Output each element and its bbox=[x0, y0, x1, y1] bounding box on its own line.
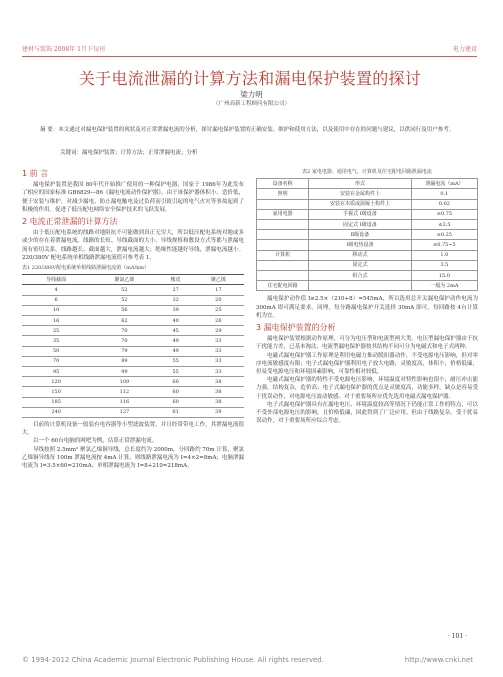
table1-cell: 40 bbox=[159, 316, 193, 326]
journal-name: 建材与装饰 2008年 1月下旬刊 bbox=[22, 46, 105, 53]
table1-cell: 26 bbox=[193, 316, 244, 326]
table1-cell: 60 bbox=[159, 397, 193, 407]
footer-url[interactable]: http://www.cnki.net bbox=[404, 656, 473, 664]
table1-cell: 33 bbox=[193, 356, 244, 366]
table2-cell bbox=[257, 199, 309, 209]
table1-cell: 112 bbox=[90, 387, 158, 397]
table2-cell: Ⅰ级电热设备 bbox=[309, 240, 412, 250]
table2-cell: 计算机 bbox=[257, 250, 309, 260]
table1-header-cell: 导线截面 bbox=[22, 275, 90, 285]
table-row bbox=[22, 336, 244, 346]
table-row bbox=[257, 189, 478, 199]
table1-cell: 10 bbox=[22, 305, 90, 315]
table1-cell: 150 bbox=[22, 387, 90, 397]
page-number: · 101 · bbox=[447, 633, 467, 640]
table-row bbox=[22, 295, 244, 305]
table-row bbox=[22, 356, 244, 366]
table1-cell: 38 bbox=[193, 397, 244, 407]
table1-cell: 39 bbox=[193, 407, 244, 417]
right-text-2: 漏电保护装置根据动作原理，可分为电压型和电流型两大类。电压型漏电保护器由于抗干扰能力差，已基本淘汰。电流型漏电保护器按其结构不同可分为电磁式和电子式两种。 bbox=[256, 336, 478, 351]
table-row bbox=[257, 199, 478, 209]
table1-cell: 70 bbox=[22, 356, 90, 366]
table2-header-cell: 形式 bbox=[309, 179, 412, 189]
table1-cell: 70 bbox=[90, 326, 158, 336]
table-row bbox=[22, 387, 244, 397]
table-row bbox=[22, 326, 244, 336]
table1-header-cell: 聚氯乙烯 bbox=[90, 275, 158, 285]
table1-cell: 49 bbox=[159, 346, 193, 356]
table1-cell: 240 bbox=[22, 407, 90, 417]
table1-cell: 95 bbox=[22, 367, 90, 377]
table2-cell: 0.1 bbox=[411, 189, 477, 199]
table1-cell: 33 bbox=[193, 336, 244, 346]
table2-cell bbox=[257, 220, 309, 230]
table-1 bbox=[22, 274, 244, 418]
left-column bbox=[22, 166, 244, 631]
table2-cell: 固定式 Ⅰ级设备 bbox=[309, 220, 412, 230]
table2-cell: 移动式 bbox=[309, 250, 412, 260]
table2-cell: ≤3.5 bbox=[411, 220, 477, 230]
table-2-caption: 表2 家电电器、通用电气、计算机及住宅配电回路泄漏电流 bbox=[302, 169, 432, 175]
table2-cell: 3.5 bbox=[411, 260, 477, 270]
table2-cell: 一般为 2mA bbox=[411, 281, 477, 291]
table1-cell: 25 bbox=[193, 305, 244, 315]
table1-cell: 127 bbox=[90, 407, 158, 417]
affiliation: （广州高新工程顾问有限公司） bbox=[212, 101, 290, 107]
table-row bbox=[22, 407, 244, 417]
table-row bbox=[257, 240, 478, 250]
table1-cell: 49 bbox=[159, 336, 193, 346]
keywords: 关键词：漏电保护装置；计算方法；正常泄漏电流；分析 bbox=[60, 150, 198, 156]
section-1-title: 1 前 言 bbox=[22, 169, 49, 178]
table1-cell: 79 bbox=[90, 346, 158, 356]
table-row bbox=[257, 281, 478, 291]
table1-cell: 70 bbox=[90, 336, 158, 346]
table-row bbox=[257, 220, 478, 230]
table1-cell: 33 bbox=[193, 367, 244, 377]
table1-cell: 55 bbox=[159, 367, 193, 377]
table1-cell: 17 bbox=[193, 285, 244, 295]
table2-cell: 固定式 bbox=[309, 260, 412, 270]
table1-cell: 38 bbox=[193, 387, 244, 397]
header-rule bbox=[22, 56, 477, 57]
table1-cell: 62 bbox=[90, 316, 158, 326]
table1-cell: 99 bbox=[90, 367, 158, 377]
table-row bbox=[257, 260, 478, 270]
table2-cell bbox=[257, 230, 309, 240]
table2-cell: 照明 bbox=[257, 189, 309, 199]
copyright: © 1994-2012 China Academic Journal Electronic Publishing House. All rights reserved. bbox=[22, 656, 324, 664]
table1-cell: 6 bbox=[22, 295, 90, 305]
table1-cell: 120 bbox=[22, 377, 90, 387]
table-2 bbox=[256, 178, 478, 291]
table2-cell bbox=[257, 271, 309, 281]
table2-cell: ≤0.75 bbox=[411, 209, 477, 219]
table1-cell: 4 bbox=[22, 285, 90, 295]
table2-cell: 家用电器 bbox=[257, 209, 309, 219]
table1-cell: 32 bbox=[159, 295, 193, 305]
table1-cell: 185 bbox=[22, 397, 90, 407]
table-row bbox=[22, 305, 244, 315]
table1-cell: 20 bbox=[193, 295, 244, 305]
table1-cell: 39 bbox=[159, 305, 193, 315]
section-1-text: 漏电保护装置是我国 80年代开始推广使用的一种保护电器，国家于 1986年为此发布了相应的国家标准 GB6829—86《漏电电流动作保护器》。由于该保护器体积小、造价低，便于安装与维护，对减少漏电、防止漏电触电及过负荷而引致引起的电气火灾等事故起到了积极的作用。促进了低压配电网络安全保护技术的飞跃发展。 bbox=[22, 182, 244, 213]
table1-cell: 55 bbox=[159, 356, 193, 366]
section-2-text-b: 目前的计算机设备一般装有电容器等小型滤波装置，并且经常带电工作，其泄漏电流很大。 bbox=[22, 422, 244, 437]
table-row bbox=[257, 230, 478, 240]
table2-cell: ≤0.25 bbox=[411, 230, 477, 240]
table2-cell bbox=[257, 260, 309, 270]
table-row bbox=[22, 316, 244, 326]
table1-cell: 52 bbox=[90, 295, 158, 305]
right-text-3: 电磁式漏电保护器工作原理是利用电磁力推动脱扣器动作，不受电源电压影响，但对零序电流敏感度有限；电子式漏电保护器利用电子放大电路，灵敏度高，体积小，价格低廉，但易受电源电压和环境因素影响，可靠性相对较低。 bbox=[256, 352, 478, 376]
table2-cell bbox=[257, 240, 309, 250]
table-row bbox=[22, 397, 244, 407]
table1-cell: 56 bbox=[90, 305, 158, 315]
table1-cell: 45 bbox=[159, 326, 193, 336]
table1-cell: 33 bbox=[193, 346, 244, 356]
table2-cell: 安装在木质或混凝土构件上 bbox=[309, 199, 412, 209]
table1-cell: 89 bbox=[90, 356, 158, 366]
section-3-title: 3 漏电保护装置的分析 bbox=[256, 323, 336, 333]
table-row bbox=[22, 377, 244, 387]
abstract: 摘 要：本文通过对漏电保护装置的现状及对正常泄漏电流的分析，探讨漏电保护装置的正确安装、维护和使用方法，以及使用中存在的问题与建议，以供同行及用户参考。 bbox=[40, 127, 455, 133]
table1-cell: 29 bbox=[193, 326, 244, 336]
right-column bbox=[256, 166, 478, 631]
table2-cell: 1.0 bbox=[411, 250, 477, 260]
table1-cell: 60 bbox=[159, 377, 193, 387]
table2-cell: Ⅱ级设备 bbox=[309, 230, 412, 240]
table-row bbox=[22, 346, 244, 356]
table2-header-cell: 泄漏电流（mA） bbox=[411, 179, 477, 189]
right-text-4: 电磁式漏电保护器的特性不受电源电压影响，环境温度对特性影响也很小，耐压冲击能力强，结构复杂，造价高；电子式漏电保护器的优点是灵敏度高，功能多样，缺点是容易受干扰误动作，对电源电压波动敏感。对于重要场所应优先选用电磁式漏电保护器。 bbox=[256, 377, 478, 400]
table1-cell: 61 bbox=[159, 407, 193, 417]
table2-cell: 0.02 bbox=[411, 199, 477, 209]
table2-cell: 安装在金属构件上 bbox=[309, 189, 412, 199]
table-row bbox=[257, 271, 478, 281]
section-2-text-c: 以一个 60台电脑的网吧为例，估算正常泄漏电流。 bbox=[33, 438, 158, 445]
table1-cell: 38 bbox=[193, 377, 244, 387]
table-row bbox=[257, 209, 478, 219]
right-text-5: 电子式漏电保护器具有在漏电电压、环境温度较高等情况下仍能正常工作的特点，可以不受外部电源电压的影响，且价格低廉，因此得到了广泛应用。但由于线路复杂，受干扰易误动作，对于重要场所应综合考虑。 bbox=[256, 401, 478, 425]
table2-cell: 组合式 bbox=[309, 271, 412, 281]
table1-header-cell: 橡皮 bbox=[159, 275, 193, 285]
article-title: 关于电流泄漏的计算方法和漏电保护装置的探讨 bbox=[78, 69, 422, 88]
table2-cell: 住宅配电回路 bbox=[257, 281, 309, 291]
table-row bbox=[22, 285, 244, 295]
table1-cell: 109 bbox=[90, 377, 158, 387]
section-name: 电力建设 bbox=[452, 46, 477, 53]
table-row bbox=[22, 367, 244, 377]
table1-cell: 52 bbox=[90, 285, 158, 295]
table1-cell: 27 bbox=[159, 285, 193, 295]
table1-cell: 50 bbox=[22, 346, 90, 356]
journal-header bbox=[22, 44, 477, 56]
table2-cell: ≤0.75~5 bbox=[411, 240, 477, 250]
table2-cell: 手握式 Ⅰ级设备 bbox=[309, 209, 412, 219]
table1-cell: 116 bbox=[90, 397, 158, 407]
table1-header-cell: 聚乙烯 bbox=[193, 275, 244, 285]
section-2-text: 由于低压配电系统的线路对地阻抗不可能做到真正无穷大，所以低压配电系统对地或多或少的存在着泄漏电流。线路的长短、导线截面的大小、导线规格和敷设方式等都与泄漏电流有密切关系。线路越长、截面越大，泄漏电流越大；绝缘性能越好导线，泄漏电流越小。220/380V 配电系统单相线路泄漏电流值可参考表 1。 bbox=[22, 230, 244, 261]
table1-cell: 35 bbox=[22, 336, 90, 346]
table2-header-cell: 设备名称 bbox=[257, 179, 309, 189]
section-2-title: 2 电流正常泄漏的计算方法 bbox=[22, 217, 118, 227]
table-row bbox=[257, 250, 478, 260]
table2-cell bbox=[309, 281, 412, 291]
table-1-caption: 表1 220/380V配电系统单相线路泄漏电流值（mA/km） bbox=[22, 265, 149, 272]
section-2-text-d: 导线按照 2.5mm² 聚氯乙烯铜导线，总长度约为 2000m，分回路约 70m 计算，聚氯乙烯铜导线每 100m 泄漏电流按 4mA 计算，则线路泄漏电流为 I=4×2=8mA；电脑泄漏电流为 I=3.5×60=210mA；单相泄漏电流为 I=8+210=218mA。 bbox=[22, 446, 244, 470]
table1-cell: 25 bbox=[22, 326, 90, 336]
right-text-1: 漏电保护动作值 I≥2.5×（210+8）=545mA，所以选用总开关漏电保护动作电流为 300mA 即可满足要求。同理，每分路漏电保护开关选择 30mA 即可，每回路按 4台计算机为宜。 bbox=[256, 296, 478, 319]
table1-cell: 60 bbox=[159, 387, 193, 397]
table2-cell: 15.0 bbox=[411, 271, 477, 281]
table1-cell: 16 bbox=[22, 316, 90, 326]
author: 梁力明 bbox=[240, 90, 263, 99]
